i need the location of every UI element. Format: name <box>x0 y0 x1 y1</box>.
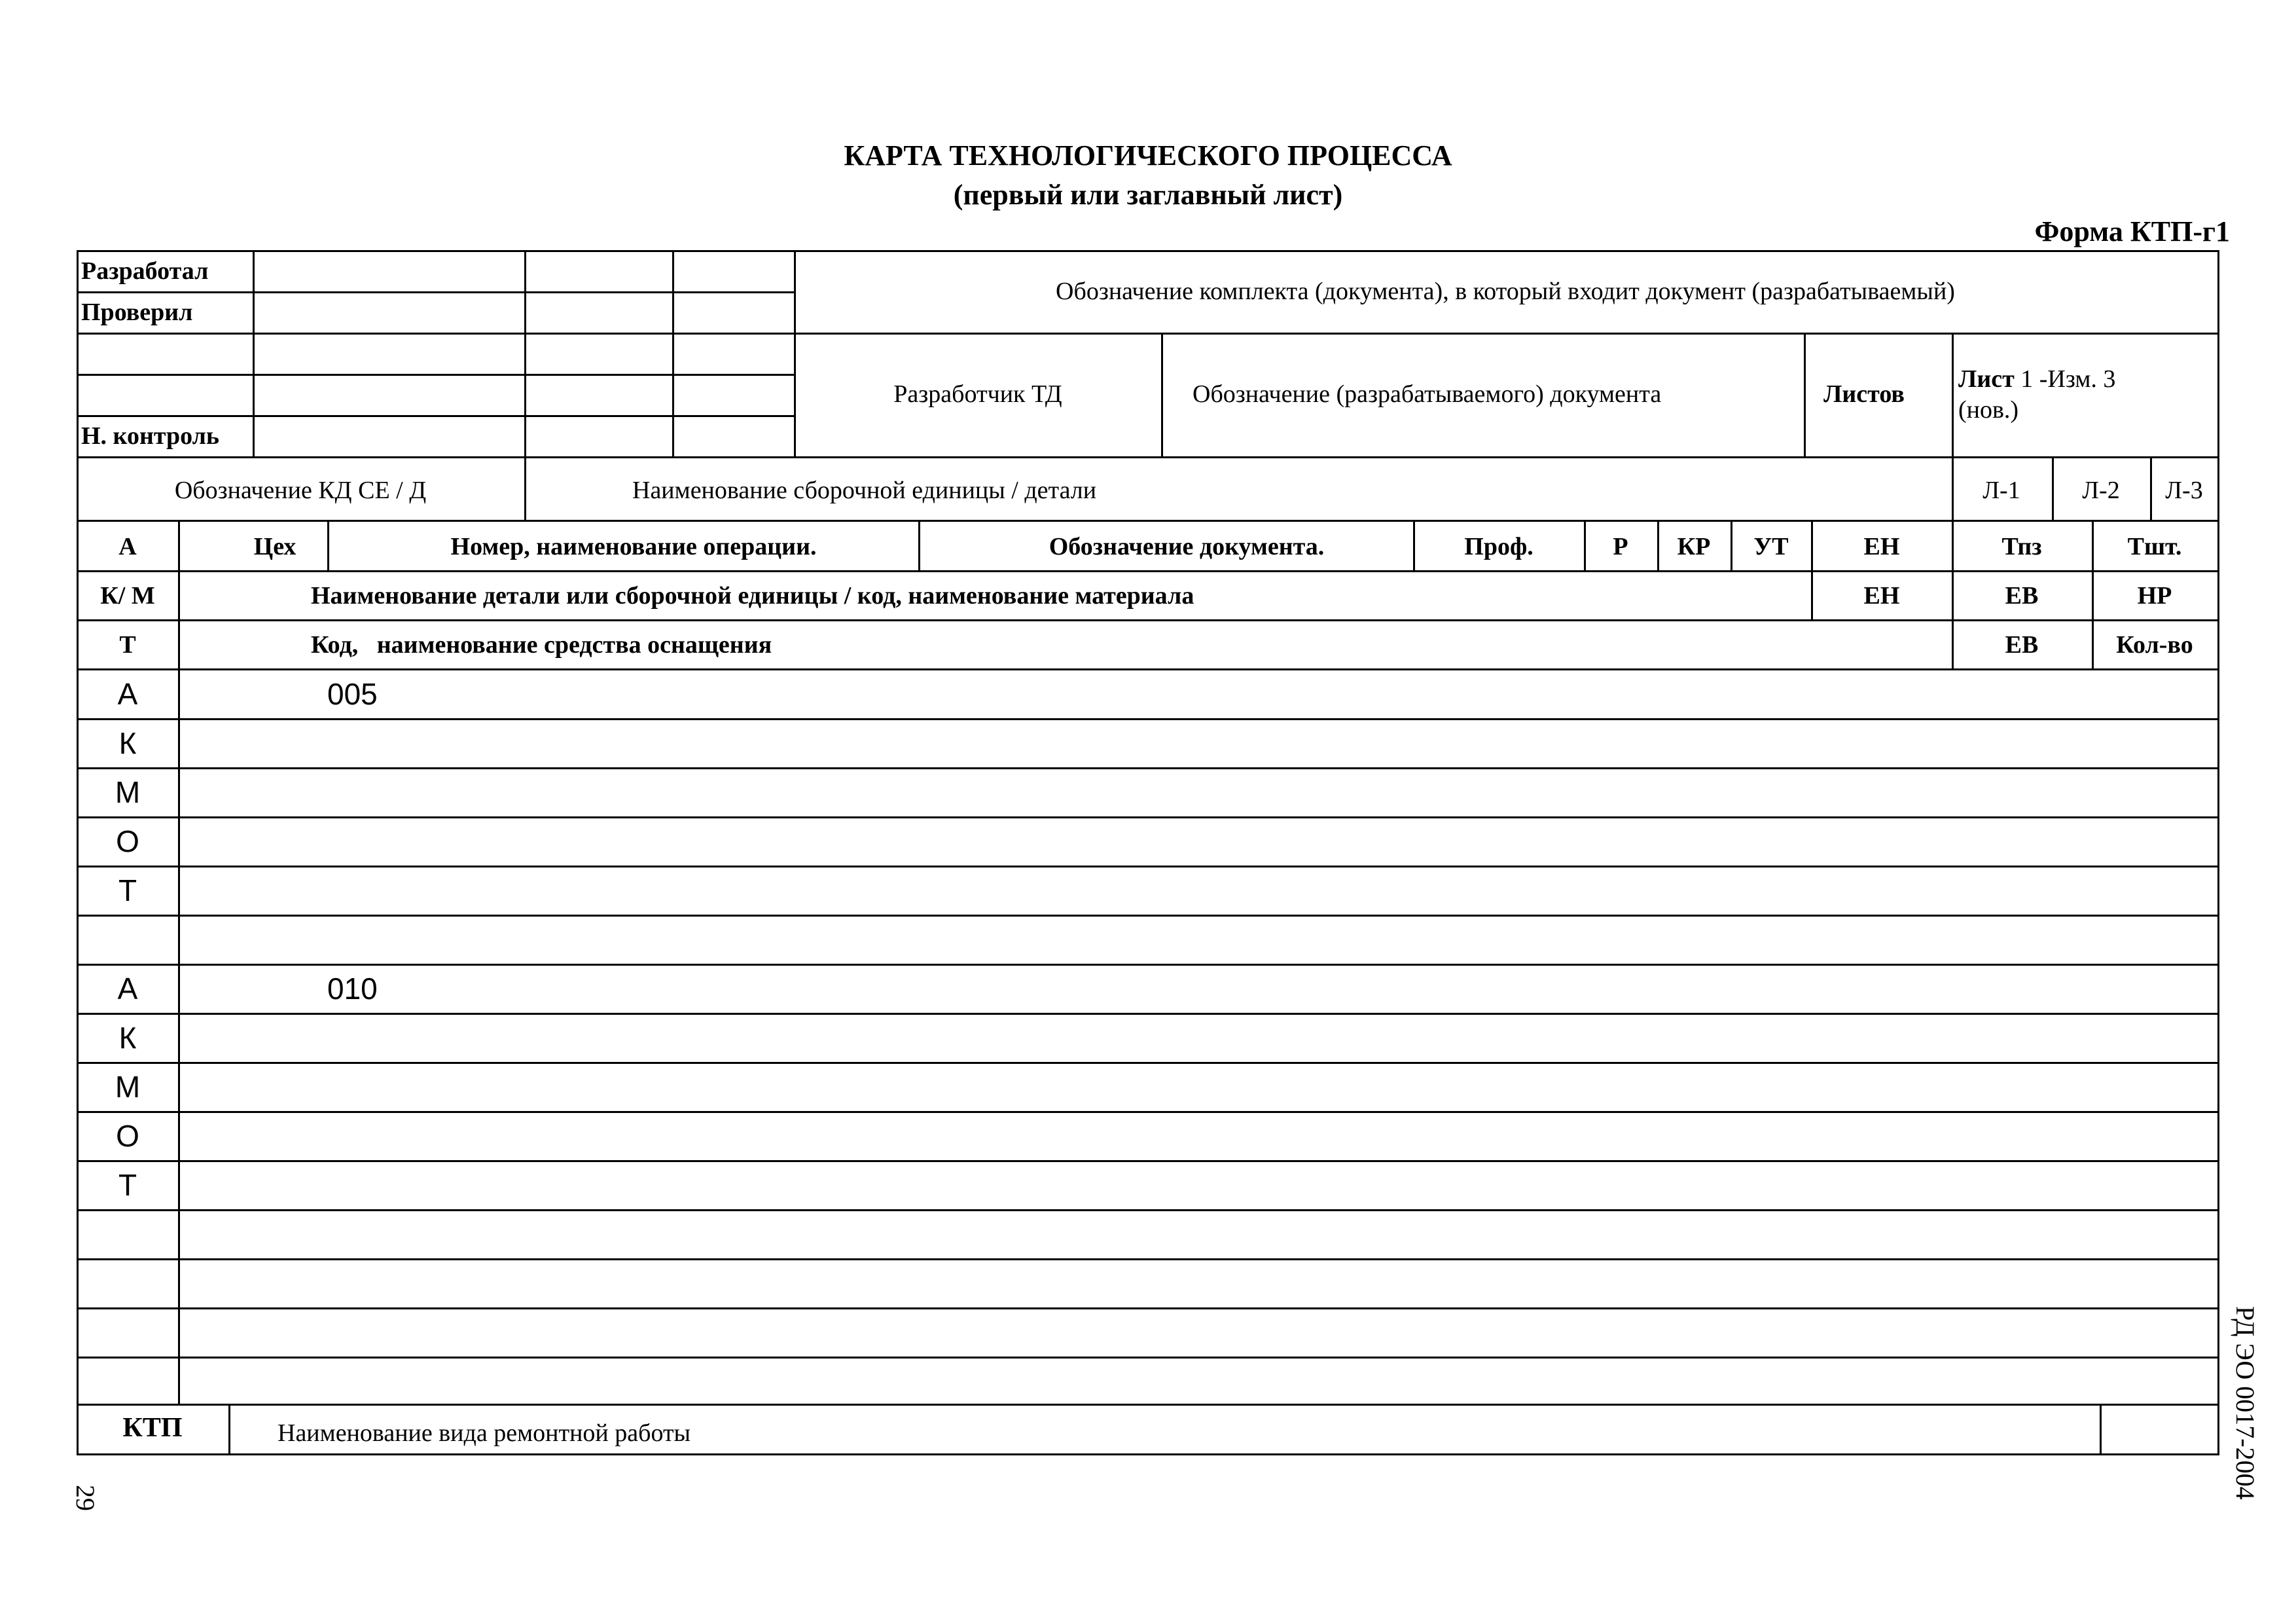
col-km-header: К/ М <box>100 582 155 610</box>
col-part-name-header: Наименование детали или сборочной единицы / код, наименование материала <box>311 582 1194 610</box>
col-t-header: Т <box>119 631 136 659</box>
row-code: Т <box>118 873 137 907</box>
doc-code: РД ЭО 0017-2004 <box>2231 1306 2260 1500</box>
row-code: М <box>115 1070 141 1104</box>
row-code: К <box>118 726 137 760</box>
form-id: Форма КТП-г1 <box>2034 215 2230 247</box>
sheets-label: Листов <box>1823 380 1905 408</box>
sheet-l1-label: Л-1 <box>1982 477 2020 504</box>
developer-label: Разработчик ТД <box>893 380 1062 408</box>
col-prof-header: Проф. <box>1464 533 1534 560</box>
row-code: А <box>117 972 138 1006</box>
row-code: О <box>116 1119 139 1153</box>
col-nr-header: НР <box>2137 582 2172 610</box>
norm-control-label: Н. контроль <box>81 422 220 450</box>
sheet-field <box>1958 367 2115 392</box>
document-title: КАРТА ТЕХНОЛОГИЧЕСКОГО ПРОЦЕССА <box>844 139 1452 172</box>
kit-designation-label: Обозначение комплекта (документа), в который входит документ (разрабатываемый) <box>1056 278 1955 305</box>
col-en2-header: ЕН <box>1863 582 1900 610</box>
sheet-l3-label: Л-3 <box>2165 477 2203 504</box>
repair-type-label: Наименование вида ремонтной работы <box>278 1419 691 1447</box>
col-ev-header: ЕВ <box>2005 582 2039 610</box>
col-operation-header: Номер, наименование операции. <box>450 533 817 560</box>
row-code: Т <box>118 1168 137 1202</box>
sheet-note: (нов.) <box>1958 396 2019 424</box>
col-en-header: ЕН <box>1863 533 1900 560</box>
kd-designation-label: Обозначение КД СЕ / Д <box>174 477 427 504</box>
col-a-header: А <box>118 533 137 560</box>
checked-label: Проверил <box>81 299 193 326</box>
document-subtitle: (первый или заглавный лист) <box>953 179 1343 211</box>
assembly-name-label: Наименование сборочной единицы / детали <box>632 477 1097 504</box>
page-number: 29 <box>71 1485 100 1511</box>
sheet-value: 1 -Изм. 3 <box>2020 365 2116 393</box>
col-workshop-header: Цех <box>253 533 296 560</box>
col-tooling-header: Код, наименование средства оснащения <box>311 631 772 659</box>
ktp-label: КТП <box>122 1413 183 1443</box>
doc-designation-label: Обозначение (разрабатываемого) документа <box>1193 380 1662 408</box>
row-content: 010 <box>327 972 378 1006</box>
row-code: К <box>118 1021 137 1055</box>
col-ut-header: УТ <box>1753 533 1789 560</box>
col-qty-header: Кол-во <box>2116 631 2193 659</box>
sheet-label: Лист <box>1958 365 2015 393</box>
row-content: 005 <box>327 677 378 711</box>
row-code: М <box>115 775 141 809</box>
row-code: А <box>117 677 138 711</box>
row-code: О <box>116 824 139 858</box>
col-tsht-header: Тшт. <box>2127 533 2182 560</box>
col-ev2-header: ЕВ <box>2005 631 2039 659</box>
col-doc-header: Обозначение документа. <box>1049 533 1325 560</box>
developed-label: Разработал <box>81 257 209 285</box>
col-r-header: Р <box>1613 533 1628 560</box>
col-kr-header: КР <box>1677 533 1711 560</box>
col-tpz-header: Тпз <box>2001 533 2042 560</box>
sheet-l2-label: Л-2 <box>2082 477 2120 504</box>
